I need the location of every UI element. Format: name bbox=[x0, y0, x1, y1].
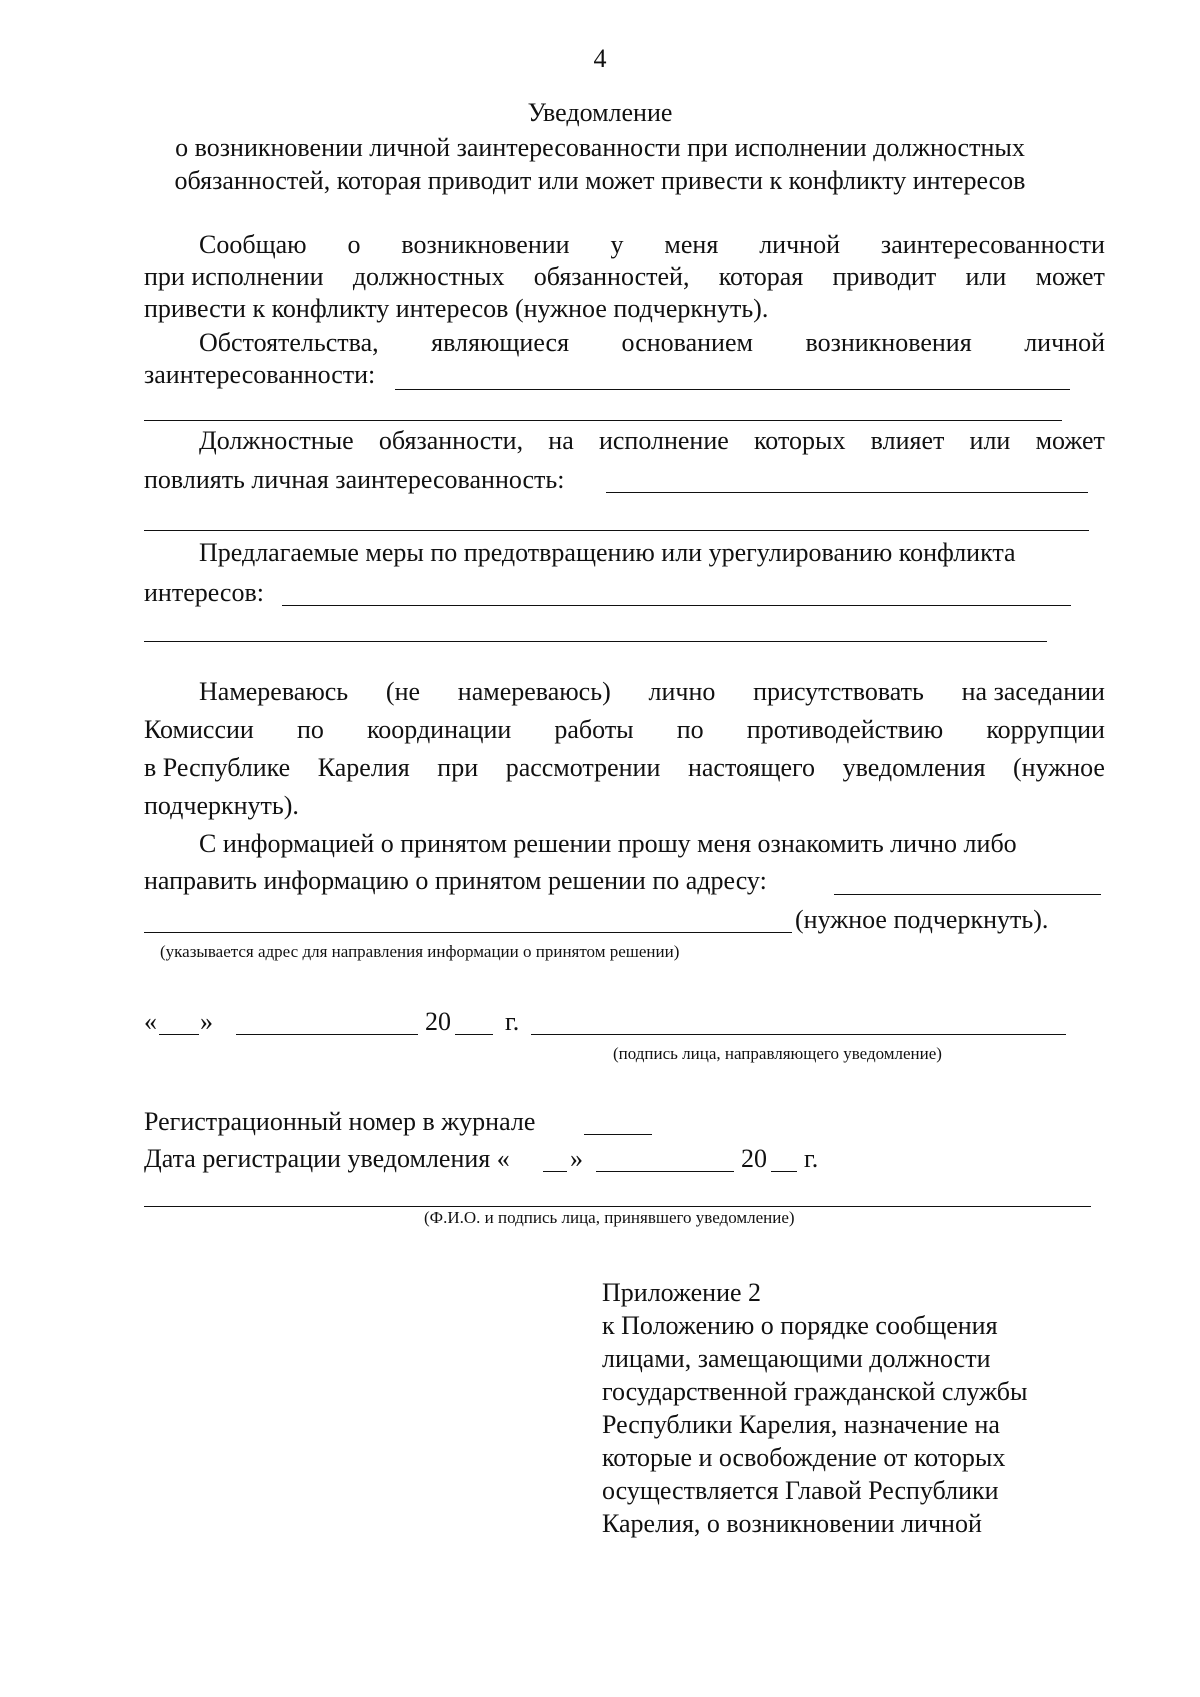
reg-year-field[interactable] bbox=[771, 1171, 797, 1172]
para1-line-1: Сообщаю о возникновении у меня личной заинтересованности bbox=[199, 230, 1105, 259]
appendix-line-7: осуществляется Главой Республики bbox=[602, 1476, 999, 1505]
date-month-field[interactable] bbox=[236, 1034, 418, 1035]
circumstances-field[interactable] bbox=[395, 389, 1070, 390]
appendix-line-5: Республики Карелия, назначение на bbox=[602, 1410, 1000, 1439]
para5-line-1: Намереваюсь (не намереваюсь) лично присутствовать на заседании bbox=[199, 677, 1105, 706]
duties-field[interactable] bbox=[606, 492, 1088, 493]
address-field[interactable] bbox=[834, 894, 1101, 895]
para5-line-3: в Республике Карелия при рассмотрении настоящего уведомления (нужное bbox=[144, 753, 1105, 782]
fio-signature-field[interactable] bbox=[144, 1206, 1091, 1207]
appendix-line-6: которые и освобождение от которых bbox=[602, 1443, 1006, 1472]
appendix-line-8: Карелия, о возникновении личной bbox=[602, 1509, 982, 1538]
para5-line-4: подчеркнуть). bbox=[144, 791, 299, 820]
para1-line-2: при исполнении должностных обязанностей, которая приводит или может bbox=[144, 262, 1105, 291]
para6-line-1: С информацией о принятом решении прошу меня ознакомить лично либо bbox=[199, 829, 1017, 858]
date-year-suffix: г. bbox=[505, 1007, 520, 1036]
para5-line-2: Комиссии по координации работы по противодействию коррупции bbox=[144, 715, 1105, 744]
reg-close-quote: » bbox=[570, 1144, 583, 1173]
measures-field[interactable] bbox=[282, 605, 1071, 606]
title-line-3: обязанностей, которая приводит или может привести к конфликту интересов bbox=[174, 166, 1026, 195]
date-close-quote: » bbox=[200, 1007, 213, 1036]
appendix-line-4: государственной гражданской службы bbox=[602, 1377, 1028, 1406]
para4-label: интересов: bbox=[144, 578, 264, 607]
title: Уведомление bbox=[527, 98, 673, 127]
reg-month-field[interactable] bbox=[596, 1171, 734, 1172]
signature-field[interactable] bbox=[531, 1034, 1066, 1035]
signature-caption: (подпись лица, направляющего уведомление) bbox=[613, 1044, 942, 1063]
para4-line-1: Предлагаемые меры по предотвращению или урегулированию конфликта bbox=[199, 538, 1016, 567]
reg-number-label: Регистрационный номер в журнале bbox=[144, 1107, 536, 1136]
para2-label: заинтересованности: bbox=[144, 360, 376, 389]
appendix-line-3: лицами, замещающими должности bbox=[602, 1344, 991, 1373]
reg-number-field[interactable] bbox=[584, 1134, 652, 1135]
duties-field-2[interactable] bbox=[144, 530, 1089, 531]
address-field-2[interactable] bbox=[144, 932, 792, 933]
appendix-line-2: к Положению о порядке сообщения bbox=[602, 1311, 998, 1340]
para6-label: направить информацию о принятом решении по адресу: bbox=[144, 866, 767, 895]
appendix-line-1: Приложение 2 bbox=[602, 1278, 762, 1307]
circumstances-field-2[interactable] bbox=[144, 420, 1062, 421]
para3-label: повлиять личная заинтересованность: bbox=[144, 465, 565, 494]
measures-field-2[interactable] bbox=[144, 641, 1047, 642]
reg-year-suffix: г. bbox=[804, 1144, 819, 1173]
address-caption: (указывается адрес для направления информации о принятом решении) bbox=[160, 942, 680, 961]
para1-line-3: привести к конфликту интересов (нужное подчеркнуть). bbox=[144, 294, 769, 323]
date-year-field[interactable] bbox=[455, 1034, 493, 1035]
reg-day-field[interactable] bbox=[543, 1171, 567, 1172]
page-number: 4 bbox=[593, 44, 607, 73]
fio-caption: (Ф.И.О. и подпись лица, принявшего уведомление) bbox=[424, 1208, 795, 1227]
para3-line-1: Должностные обязанности, на исполнение которых влияет или может bbox=[199, 426, 1105, 455]
address-note: (нужное подчеркнуть). bbox=[795, 905, 1049, 934]
para2-line-1: Обстоятельства, являющиеся основанием возникновения личной bbox=[199, 328, 1105, 357]
reg-date-label: Дата регистрации уведомления « bbox=[144, 1144, 510, 1173]
date-year-prefix: 20 bbox=[425, 1007, 451, 1036]
date-open-quote: « bbox=[144, 1007, 157, 1036]
date-day-field[interactable] bbox=[159, 1034, 199, 1035]
reg-year-prefix: 20 bbox=[741, 1144, 767, 1173]
title-line-2: о возникновении личной заинтересованности при исполнении должностных bbox=[175, 133, 1025, 162]
